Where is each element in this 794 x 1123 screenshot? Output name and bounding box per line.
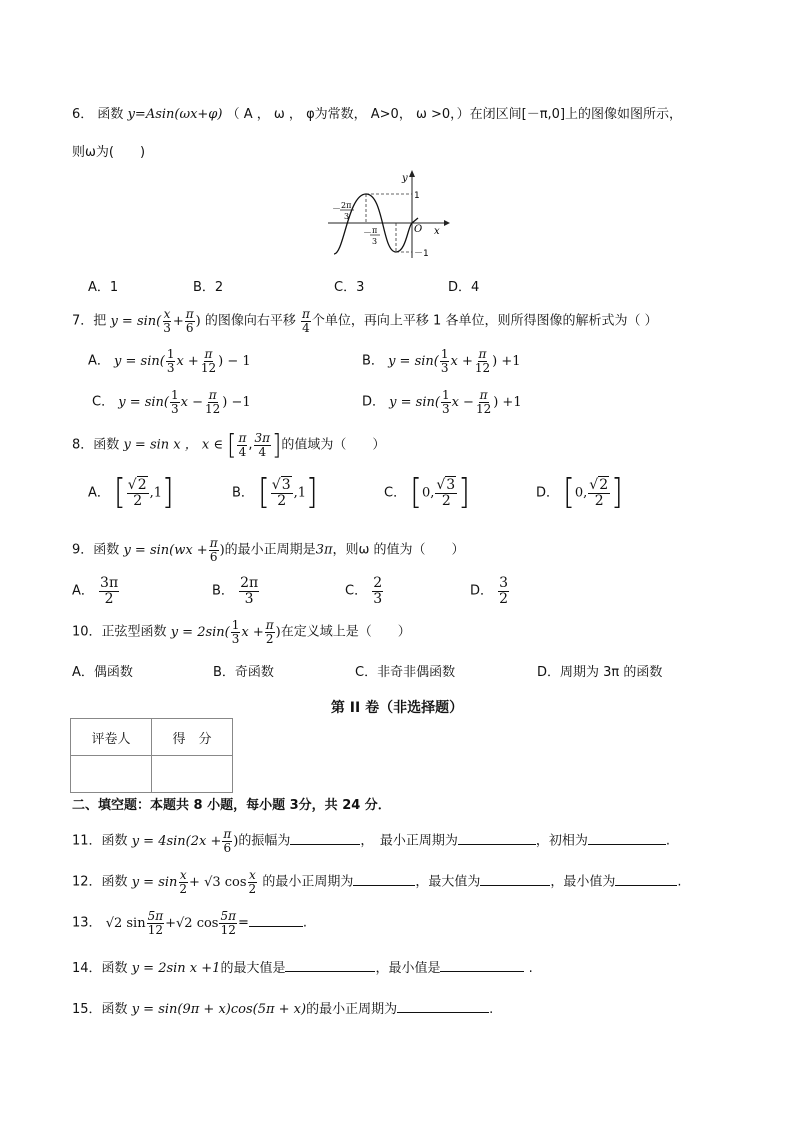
question-6 xyxy=(72,108,682,121)
option-label: C．非奇非偶函数 xyxy=(355,665,456,680)
frac-numerator: π xyxy=(185,307,194,321)
question-number: 15． xyxy=(72,1002,102,1017)
period-blank[interactable] xyxy=(353,873,415,886)
option-label: A．偶函数 xyxy=(72,665,133,680)
tick-label-neg1: －1 xyxy=(414,249,429,259)
question-text: 在定义域上是（ ） xyxy=(280,624,411,640)
question-text: 函数 xyxy=(101,961,128,976)
question-8 xyxy=(72,428,386,462)
math-operator: + xyxy=(172,313,184,329)
math-expression: y = 4sin(2x + xyxy=(131,833,222,849)
frac-numerator: π xyxy=(208,388,217,402)
math-expression: y = sin(wx + xyxy=(123,542,208,558)
frac-numerator: 1 xyxy=(231,618,240,632)
math-expression: y = sin( xyxy=(110,313,162,329)
option-label: C．3 xyxy=(334,280,365,295)
question-text: 把 xyxy=(93,313,107,329)
tick-label-1: 1 xyxy=(414,191,420,201)
math-operator: = xyxy=(238,915,249,931)
math-expression: y = sin( xyxy=(389,394,440,410)
max-blank[interactable] xyxy=(480,873,550,886)
option-label: B．2 xyxy=(193,280,224,295)
bracket-right: ] xyxy=(306,472,318,513)
tick-frac-num: 2π xyxy=(341,201,352,210)
math-expression: ) −1 xyxy=(222,394,251,410)
bracket-left: [ xyxy=(410,472,422,513)
bracket-right: ] xyxy=(162,472,174,513)
question-text: 的最小正周期为 xyxy=(262,874,354,890)
frac-numerator: π xyxy=(479,388,488,402)
frac-numerator: 3π xyxy=(254,431,271,445)
tick-minus: － xyxy=(363,229,373,239)
radicand: 3 xyxy=(446,477,456,493)
y-axis-label: y xyxy=(402,173,408,184)
frac-numerator: 5π xyxy=(220,909,236,923)
frac-denominator: 2 xyxy=(594,492,604,509)
question-number: 6． xyxy=(72,107,94,122)
grader-header: 评卷人 xyxy=(71,719,152,756)
bracket-right: ] xyxy=(611,472,623,513)
option-label: D．周期为 3π 的函数 xyxy=(537,665,663,680)
math-expression: y = 2sin x +1 xyxy=(131,961,221,976)
frac-denominator: 6 xyxy=(185,320,194,335)
interval-bound: 0 xyxy=(421,485,431,501)
origin-label: O xyxy=(414,224,423,235)
frac-denominator: 6 xyxy=(223,840,232,855)
question-11 xyxy=(72,828,670,854)
frac-denominator: 2 xyxy=(179,881,188,896)
bracket-left: [ xyxy=(114,472,126,513)
q8-option-b[interactable]: B． [ $\frac{√3}{2}$ ,1] xyxy=(232,472,318,513)
frac-numerator: 1 xyxy=(441,388,450,402)
question-number: 14． xyxy=(72,961,102,976)
question-text: 的值域为（ ） xyxy=(281,437,386,453)
q10-option-a[interactable] xyxy=(72,666,133,679)
frac-denominator: 12 xyxy=(474,360,491,375)
frac-numerator: 2π xyxy=(240,575,259,591)
option-label: B．奇函数 xyxy=(213,665,274,680)
question-number: 12． xyxy=(72,874,102,890)
frac-denominator: 3 xyxy=(171,401,179,416)
score-table xyxy=(70,718,233,793)
math-expression: x + xyxy=(176,353,199,369)
math-paren: ) xyxy=(233,833,239,849)
question-text: 的最小正周期为 xyxy=(306,1002,398,1017)
frac-denominator: 3 xyxy=(440,360,449,375)
option-label: A． xyxy=(88,353,110,369)
q9-option-c[interactable] xyxy=(345,576,384,606)
math-paren: ) xyxy=(219,542,225,558)
frac-denominator: 3 xyxy=(441,401,450,416)
period-mark: . xyxy=(665,833,671,849)
math-expression: ) +1 xyxy=(492,353,521,369)
math-expression: x + xyxy=(450,353,473,369)
frac-numerator: 1 xyxy=(166,347,175,361)
period-mark: . xyxy=(528,961,533,976)
q8-option-d[interactable]: D． [0, $\frac{√2}{2}$ ] xyxy=(536,472,623,513)
math-expression: + √3 cos xyxy=(189,874,247,890)
question-text: 的最小正周期是 xyxy=(224,542,316,558)
frac-denominator: 2 xyxy=(248,881,257,896)
math-expression: y = sin xyxy=(131,874,178,890)
question-text: 函数 xyxy=(101,874,128,890)
frac-denominator: 6 xyxy=(209,549,218,564)
question-text: （ A ， ω ， φ为常数， A>0， ω >0，）在闭区间[－π,0]上的图像如图所示， xyxy=(226,107,683,122)
question-text: ，最大值为 xyxy=(415,874,481,890)
question-14 xyxy=(72,959,533,975)
math-expression: ) − 1 xyxy=(218,353,251,369)
option-label: D． xyxy=(362,394,386,410)
y-axis-arrow xyxy=(409,170,415,177)
frac-numerator: 3 xyxy=(499,575,509,591)
q7-option-c[interactable] xyxy=(92,389,251,415)
period-mark: . xyxy=(302,915,308,931)
frac-denominator: 3 xyxy=(373,590,383,607)
question-text: 正弦型函数 xyxy=(101,624,167,640)
frac-numerator: π xyxy=(204,347,213,361)
q10-option-b[interactable] xyxy=(213,666,274,679)
frac-denominator: 2 xyxy=(133,492,143,509)
bracket-left: [ xyxy=(227,428,237,462)
tick-frac-den: 3 xyxy=(372,237,378,246)
option-label: B． xyxy=(232,485,254,501)
question-text: 的振幅为 xyxy=(238,833,291,849)
frac-numerator: 3π xyxy=(100,575,119,591)
frac-denominator: 3 xyxy=(231,631,240,646)
frac-denominator: 12 xyxy=(220,922,236,937)
question-text: ，则ω 的值为（ ） xyxy=(332,542,465,558)
phase-blank[interactable] xyxy=(588,832,666,845)
math-expression: y=Asin(ωx+φ) xyxy=(127,107,223,122)
interval-bound: 0 xyxy=(574,485,584,501)
question-text: 函数 xyxy=(97,107,124,122)
question-10 xyxy=(72,619,411,645)
bracket-right: ] xyxy=(458,472,470,513)
question-text: ，最小值是 xyxy=(375,961,441,976)
option-label: B． xyxy=(362,353,384,369)
option-label: C． xyxy=(345,583,368,599)
tick-minus: － xyxy=(332,205,342,215)
amplitude-blank[interactable] xyxy=(290,832,360,845)
frac-numerator: 2 xyxy=(373,575,383,591)
question-12 xyxy=(72,869,682,895)
question-number: 10． xyxy=(72,624,102,640)
q6-option-d[interactable] xyxy=(448,281,479,294)
period-mark: . xyxy=(489,1002,494,1017)
question-13 xyxy=(72,910,307,936)
question-9 xyxy=(72,537,465,563)
question-text: 函数 xyxy=(101,833,128,849)
q6-option-b[interactable] xyxy=(193,281,223,294)
question-text: 函数 xyxy=(101,1002,128,1017)
section-heading: 二、填空题：本题共 8 小题，每小题 3分，共 24 分． xyxy=(72,798,391,813)
question-text: ， 最小正周期为 xyxy=(360,833,458,849)
option-label: A． xyxy=(72,583,94,599)
min-blank[interactable] xyxy=(440,959,524,972)
frac-numerator: π xyxy=(223,827,232,841)
bracket-left: [ xyxy=(258,472,270,513)
frac-denominator: 2 xyxy=(265,631,274,646)
frac-numerator: 5π xyxy=(147,909,164,923)
math-paren: ) xyxy=(275,624,281,640)
frac-denominator: 4 xyxy=(302,320,310,335)
frac-denominator: 3 xyxy=(244,590,254,607)
radicand: 3 xyxy=(281,477,291,493)
question-text: 则ω为( ) xyxy=(72,145,146,160)
question-text: 的最大值是 xyxy=(220,961,286,976)
period-blank[interactable] xyxy=(397,1000,489,1013)
radicand: 2 xyxy=(599,477,609,493)
interval-bound: 1 xyxy=(297,485,307,501)
frac-denominator: 12 xyxy=(147,922,163,937)
q10-option-d[interactable] xyxy=(537,666,662,679)
frac-denominator: 3 xyxy=(166,360,175,375)
frac-numerator: π xyxy=(302,307,310,321)
math-expression: √2 sin xyxy=(105,915,146,931)
frac-numerator: 1 xyxy=(171,388,179,402)
period-mark: . xyxy=(677,874,682,890)
frac-denominator: 12 xyxy=(475,401,492,416)
frac-denominator: 12 xyxy=(205,401,221,416)
question-text: 函数 xyxy=(93,437,120,453)
math-paren: ) xyxy=(195,313,201,329)
frac-denominator: 2 xyxy=(441,492,451,509)
math-expression: y = sin( xyxy=(114,353,165,369)
frac-denominator: 2 xyxy=(104,590,114,607)
frac-denominator: 3 xyxy=(163,320,171,335)
question-text: 个单位，再向上平移 1 各单位，则所得图像的解析式为（ ） xyxy=(311,313,658,329)
question-number: 7． xyxy=(72,313,94,329)
math-expression: y = sin(9π + x)cos(5π + x) xyxy=(131,1002,307,1017)
q9-option-d[interactable] xyxy=(470,576,510,606)
question-text: 的图像向右平移 xyxy=(204,313,296,329)
frac-numerator: π xyxy=(209,536,218,550)
min-blank[interactable] xyxy=(615,873,677,886)
q6-option-a[interactable] xyxy=(88,281,118,294)
q6-option-c[interactable] xyxy=(334,281,364,294)
answer-blank[interactable] xyxy=(249,914,303,927)
question-7 xyxy=(72,308,658,334)
frac-denominator: 4 xyxy=(238,444,247,459)
option-label: C． xyxy=(384,485,407,501)
q9-option-b[interactable] xyxy=(212,576,260,606)
q8-option-c[interactable]: C． [0, $\frac{√3}{2}$ ] xyxy=(384,472,470,513)
period-blank[interactable] xyxy=(458,832,536,845)
q7-option-b[interactable] xyxy=(362,348,521,374)
frac-numerator: π xyxy=(478,347,487,361)
q10-option-c[interactable] xyxy=(355,666,455,679)
frac-numerator: 1 xyxy=(440,347,449,361)
bracket-right: ] xyxy=(272,428,282,462)
tick-frac-den: 3 xyxy=(344,212,350,221)
option-label: A．1 xyxy=(88,280,119,295)
frac-numerator: x xyxy=(248,868,256,882)
question-number: 11． xyxy=(72,833,102,849)
math-expression: y = sin( xyxy=(388,353,439,369)
math-expression: x − xyxy=(180,394,203,410)
option-label: D．4 xyxy=(448,280,480,295)
score-header: 得 分 xyxy=(152,719,233,756)
math-expression: x − xyxy=(451,394,474,410)
question-number: 13． xyxy=(72,915,102,931)
q7-option-a[interactable] xyxy=(88,348,251,374)
section-title: 第 II 卷（非选择题） xyxy=(330,700,464,716)
frac-denominator: 2 xyxy=(277,492,287,509)
question-number: 9． xyxy=(72,542,94,558)
question-number: 8． xyxy=(72,437,94,453)
q8-option-a[interactable]: A． [ $\frac{√2}{2}$ ,1] xyxy=(88,472,174,513)
score-cell[interactable] xyxy=(152,756,233,793)
frac-denominator: 4 xyxy=(258,444,267,459)
math-expression: 3π xyxy=(315,542,333,558)
frac-numerator: π xyxy=(238,431,247,445)
sine-graph xyxy=(326,168,450,260)
frac-numerator: π xyxy=(265,618,274,632)
frac-denominator: 12 xyxy=(200,360,217,375)
tick-frac-num: π xyxy=(372,226,378,235)
grader-cell[interactable] xyxy=(71,756,152,793)
q9-option-a[interactable] xyxy=(72,576,120,606)
option-label: B． xyxy=(212,583,234,599)
math-expression: x + xyxy=(241,624,264,640)
interval-bound: 1 xyxy=(153,485,163,501)
frac-numerator: x xyxy=(179,868,187,882)
question-6-line2 xyxy=(72,146,145,159)
q7-option-d[interactable] xyxy=(362,389,522,415)
math-expression: y = 2sin( xyxy=(170,624,230,640)
radicand: 2 xyxy=(137,477,147,493)
question-text: 函数 xyxy=(93,542,120,558)
option-label: D． xyxy=(536,485,560,501)
bracket-left: [ xyxy=(563,472,575,513)
option-label: C． xyxy=(92,394,115,410)
max-blank[interactable] xyxy=(285,959,375,972)
option-label: A． xyxy=(88,485,110,501)
question-text: ，初相为 xyxy=(535,833,588,849)
frac-denominator: 2 xyxy=(499,590,509,607)
math-comma: , xyxy=(248,437,253,453)
option-label: D． xyxy=(470,583,494,599)
math-expression: +√2 cos xyxy=(165,915,219,931)
question-text: ，最小值为 xyxy=(550,874,616,890)
math-expression: y = sin x ， x ∈ xyxy=(123,437,223,453)
question-15 xyxy=(72,1000,493,1016)
frac-numerator: x xyxy=(163,307,171,321)
math-expression: y = sin( xyxy=(118,394,169,410)
x-axis-label: x xyxy=(434,226,440,237)
x-axis-arrow xyxy=(444,220,450,226)
math-expression: ) +1 xyxy=(493,394,522,410)
